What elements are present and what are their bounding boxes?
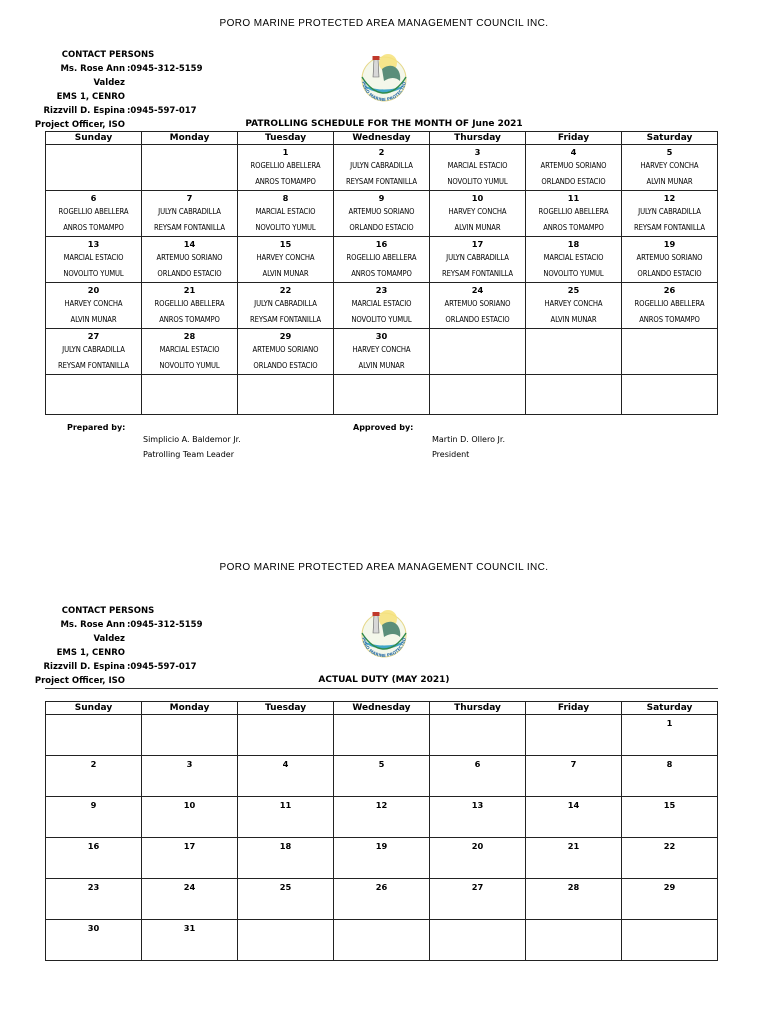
- day-number: 24: [183, 882, 196, 892]
- day-number: [622, 920, 717, 923]
- logo-text: PORO MARINE PROTECTED: [361, 80, 407, 103]
- calendar-cell: [622, 879, 718, 920]
- day-number: 27: [87, 331, 100, 341]
- calendar-cell: [334, 797, 430, 838]
- patroller-name: REYSAM FONTANILLA: [442, 269, 513, 278]
- day-number: 13: [87, 239, 100, 249]
- patroller-name: HARVEY CONCHA: [448, 207, 507, 216]
- calendar-cell: [526, 920, 622, 961]
- day-number: 3: [186, 759, 193, 769]
- day-number: 29: [279, 331, 292, 341]
- patroller-name: NOVOLITO YUMUL: [543, 269, 604, 278]
- contact-name: Ms. Rose Ann Valdez: [60, 64, 125, 88]
- patroller-name: JULYN CABRADILLA: [446, 253, 509, 262]
- day-number: 22: [663, 841, 676, 851]
- day-number: [238, 715, 333, 718]
- day-number: 2: [90, 759, 97, 769]
- calendar-cell: [46, 237, 142, 283]
- approved-by-name: Martin D. Ollero Jr.: [432, 435, 505, 444]
- day-number: 4: [570, 147, 577, 157]
- calendar-cell: [238, 797, 334, 838]
- day-number: 9: [90, 800, 97, 810]
- calendar-cell: [238, 329, 334, 375]
- calendar-cell: [142, 145, 238, 191]
- calendar-cell: [46, 920, 142, 961]
- contact-phone: :0945-312-5159: [127, 64, 203, 74]
- prepared-by-label: Prepared by:: [67, 423, 126, 432]
- day-number: 16: [375, 239, 388, 249]
- calendar-cell: [46, 283, 142, 329]
- day-number: 15: [663, 800, 676, 810]
- calendar-cell: [526, 715, 622, 756]
- patroller-name: ARTEMUO SORIANO: [348, 207, 415, 216]
- day-number: 14: [567, 800, 580, 810]
- day-header: Friday: [526, 132, 622, 145]
- calendar-week: [46, 756, 718, 797]
- patroller-name: ALVIN MUNAR: [646, 177, 693, 186]
- calendar-week: [46, 879, 718, 920]
- day-number: [142, 715, 237, 718]
- patroller-name: ARTEMUO SORIANO: [252, 345, 319, 354]
- calendar-cell: [334, 920, 430, 961]
- calendar-cell: [334, 375, 430, 415]
- day-number: 26: [663, 285, 676, 295]
- calendar-cell: [526, 191, 622, 237]
- calendar-week: [46, 920, 718, 961]
- calendar-cell: [334, 756, 430, 797]
- day-number: 25: [279, 882, 292, 892]
- calendar-cell: [526, 879, 622, 920]
- day-number: 10: [183, 800, 196, 810]
- day-number: 2: [378, 147, 385, 157]
- contact-title: EMS 1, CENRO: [56, 648, 125, 658]
- day-number: 1: [282, 147, 289, 157]
- patroller-name: HARVEY CONCHA: [544, 299, 603, 308]
- contact-title: Project Officer, ISO: [34, 676, 125, 686]
- calendar-cell: [46, 145, 142, 191]
- prepared-by-name: Simplicio A. Baldemor Jr.: [143, 435, 241, 444]
- patroller-name: JULYN CABRADILLA: [158, 207, 221, 216]
- day-number: [238, 920, 333, 923]
- patroller-name: ANROS TOMAMPO: [63, 223, 124, 232]
- patroller-name: ANROS TOMAMPO: [639, 315, 700, 324]
- patrol-schedule-table: [45, 131, 718, 415]
- patroller-name: JULYN CABRADILLA: [254, 299, 317, 308]
- org-logo: [344, 603, 422, 667]
- patroller-name: MARCIAL ESTACIO: [159, 345, 220, 354]
- calendar-week: [46, 283, 718, 329]
- patroller-name: ANROS TOMAMPO: [351, 269, 412, 278]
- calendar-cell: [142, 756, 238, 797]
- day-number: [430, 715, 525, 718]
- day-header: Monday: [142, 702, 238, 715]
- calendar-cell: [622, 145, 718, 191]
- day-number: 23: [87, 882, 100, 892]
- patroller-name: JULYN CABRADILLA: [638, 207, 701, 216]
- day-number: 29: [663, 882, 676, 892]
- calendar-cell: [622, 715, 718, 756]
- calendar-cell: [46, 329, 142, 375]
- calendar-week: [46, 145, 718, 191]
- calendar-cell: [430, 797, 526, 838]
- calendar-cell: [46, 715, 142, 756]
- patroller-name: ARTEMUO SORIANO: [444, 299, 511, 308]
- contact-title: EMS 1, CENRO: [56, 92, 125, 102]
- day-number: 5: [666, 147, 673, 157]
- day-number: 22: [279, 285, 292, 295]
- day-header: Friday: [526, 702, 622, 715]
- calendar-cell: [46, 879, 142, 920]
- org-logo: [344, 47, 422, 111]
- calendar-cell: [46, 756, 142, 797]
- calendar-cell: [334, 838, 430, 879]
- calendar-week: [46, 191, 718, 237]
- org-name: PORO MARINE PROTECTED AREA MANAGEMENT COUNCIL INC.: [219, 18, 549, 29]
- day-number: 18: [279, 841, 292, 851]
- calendar-cell: [238, 920, 334, 961]
- patroller-name: MARCIAL ESTACIO: [63, 253, 124, 262]
- patroller-name: HARVEY CONCHA: [64, 299, 123, 308]
- calendar-cell: [142, 375, 238, 415]
- calendar-cell: [238, 191, 334, 237]
- calendar-cell: [238, 145, 334, 191]
- day-number: 31: [183, 923, 196, 933]
- day-header: Saturday: [622, 132, 718, 145]
- patroller-name: ORLANDO ESTACIO: [349, 223, 414, 232]
- patroller-name: ALVIN MUNAR: [454, 223, 501, 232]
- patroller-name: ARTEMUO SORIANO: [540, 161, 607, 170]
- patroller-name: HARVEY CONCHA: [256, 253, 315, 262]
- contacts-header: CONTACT PERSONS: [61, 606, 155, 616]
- calendar-cell: [334, 145, 430, 191]
- calendar-cell: [430, 237, 526, 283]
- calendar-cell: [46, 375, 142, 415]
- calendar-cell: [334, 191, 430, 237]
- calendar-cell: [526, 329, 622, 375]
- calendar-cell: [142, 283, 238, 329]
- patroller-name: NOVOLITO YUMUL: [447, 177, 508, 186]
- calendar-cell: [142, 797, 238, 838]
- day-number: 7: [186, 193, 193, 203]
- patroller-name: ORLANDO ESTACIO: [157, 269, 222, 278]
- day-header: Wednesday: [334, 132, 430, 145]
- day-number: 28: [567, 882, 580, 892]
- patroller-name: REYSAM FONTANILLA: [58, 361, 129, 370]
- calendar-week: [46, 375, 718, 415]
- calendar-cell: [622, 797, 718, 838]
- day-header: Sunday: [46, 702, 142, 715]
- approved-by-label: Approved by:: [353, 423, 414, 432]
- patroller-name: ANROS TOMAMPO: [159, 315, 220, 324]
- day-number: 10: [471, 193, 484, 203]
- calendar-cell: [142, 838, 238, 879]
- day-number: 15: [279, 239, 292, 249]
- patroller-name: REYSAM FONTANILLA: [634, 223, 705, 232]
- calendar-cell: [238, 283, 334, 329]
- day-number: 17: [471, 239, 484, 249]
- calendar-cell: [46, 191, 142, 237]
- calendar-cell: [142, 920, 238, 961]
- day-number: [526, 715, 621, 718]
- day-number: 1: [666, 718, 673, 728]
- day-number: 8: [666, 759, 673, 769]
- day-number: 9: [378, 193, 385, 203]
- calendar-cell: [526, 283, 622, 329]
- day-number: 30: [87, 923, 100, 933]
- patroller-name: NOVOLITO YUMUL: [351, 315, 412, 324]
- patroller-name: MARCIAL ESTACIO: [351, 299, 412, 308]
- calendar-cell: [334, 879, 430, 920]
- patroller-name: REYSAM FONTANILLA: [346, 177, 417, 186]
- day-header: Wednesday: [334, 702, 430, 715]
- calendar-cell: [430, 756, 526, 797]
- patroller-name: ROGELLIO ABELLERA: [538, 207, 609, 216]
- patroller-name: ROGELLIO ABELLERA: [346, 253, 417, 262]
- calendar-cell: [142, 237, 238, 283]
- day-number: 25: [567, 285, 580, 295]
- day-header: Thursday: [430, 702, 526, 715]
- calendar-cell: [526, 756, 622, 797]
- calendar-cell: [430, 145, 526, 191]
- patroller-name: ALVIN MUNAR: [358, 361, 405, 370]
- day-number: [334, 920, 429, 923]
- patroller-name: MARCIAL ESTACIO: [447, 161, 508, 170]
- day-number: 8: [282, 193, 289, 203]
- calendar-cell: [526, 375, 622, 415]
- patroller-name: ARTEMUO SORIANO: [156, 253, 223, 262]
- calendar-cell: [142, 329, 238, 375]
- day-header: Saturday: [622, 702, 718, 715]
- patroller-name: ANROS TOMAMPO: [255, 177, 316, 186]
- calendar-week: [46, 237, 718, 283]
- patroller-name: MARCIAL ESTACIO: [255, 207, 316, 216]
- patroller-name: ALVIN MUNAR: [70, 315, 117, 324]
- day-header: Thursday: [430, 132, 526, 145]
- calendar-cell: [430, 715, 526, 756]
- patroller-name: ORLANDO ESTACIO: [445, 315, 510, 324]
- contact-name: Rizzvill D. Espina: [43, 106, 125, 116]
- day-number: 20: [471, 841, 484, 851]
- calendar-cell: [46, 797, 142, 838]
- contact-title: Project Officer, ISO: [34, 120, 125, 130]
- divider: [45, 688, 718, 689]
- day-number: 28: [183, 331, 196, 341]
- contact-phone: :0945-312-5159: [127, 620, 203, 630]
- patroller-name: MARCIAL ESTACIO: [543, 253, 604, 262]
- calendar-cell: [430, 283, 526, 329]
- day-number: 13: [471, 800, 484, 810]
- day-number: 23: [375, 285, 388, 295]
- schedule-title: PATROLLING SCHEDULE FOR THE MONTH OF June 2021: [245, 119, 523, 129]
- patroller-name: ROGELLIO ABELLERA: [58, 207, 129, 216]
- calendar-week: [46, 329, 718, 375]
- day-number: 12: [375, 800, 388, 810]
- patroller-name: ORLANDO ESTACIO: [253, 361, 318, 370]
- patroller-name: NOVOLITO YUMUL: [255, 223, 316, 232]
- day-number: 24: [471, 285, 484, 295]
- day-number: 14: [183, 239, 196, 249]
- day-number: 16: [87, 841, 100, 851]
- calendar-cell: [238, 838, 334, 879]
- day-number: [46, 715, 141, 718]
- patroller-name: HARVEY CONCHA: [640, 161, 699, 170]
- patroller-name: NOVOLITO YUMUL: [159, 361, 220, 370]
- actual-duty-title: ACTUAL DUTY (MAY 2021): [318, 675, 450, 685]
- day-number: [430, 920, 525, 923]
- day-number: 20: [87, 285, 100, 295]
- contact-name: Rizzvill D. Espina: [43, 662, 125, 672]
- patroller-name: ROGELLIO ABELLERA: [634, 299, 705, 308]
- calendar-week: [46, 797, 718, 838]
- calendar-week: [46, 838, 718, 879]
- patroller-name: HARVEY CONCHA: [352, 345, 411, 354]
- logo-text: PORO MARINE PROTECTED: [361, 636, 407, 659]
- day-number: 26: [375, 882, 388, 892]
- day-number: 11: [567, 193, 580, 203]
- calendar-cell: [622, 375, 718, 415]
- calendar-cell: [622, 329, 718, 375]
- contact-name: Ms. Rose Ann Valdez: [60, 620, 125, 644]
- calendar-cell: [238, 375, 334, 415]
- calendar-cell: [622, 756, 718, 797]
- calendar-cell: [526, 145, 622, 191]
- contacts-header: CONTACT PERSONS: [61, 50, 155, 60]
- day-number: 27: [471, 882, 484, 892]
- day-header: Tuesday: [238, 702, 334, 715]
- calendar-cell: [142, 715, 238, 756]
- calendar-cell: [622, 283, 718, 329]
- calendar-cell: [430, 375, 526, 415]
- calendar-cell: [334, 237, 430, 283]
- day-number: [526, 920, 621, 923]
- day-number: [334, 715, 429, 718]
- org-name: PORO MARINE PROTECTED AREA MANAGEMENT COUNCIL INC.: [219, 562, 549, 573]
- patroller-name: ALVIN MUNAR: [262, 269, 309, 278]
- calendar-cell: [430, 838, 526, 879]
- calendar-cell: [622, 838, 718, 879]
- contact-phone: :0945-597-017: [127, 662, 197, 672]
- day-number: 17: [183, 841, 196, 851]
- day-number: 3: [474, 147, 481, 157]
- day-header: Monday: [142, 132, 238, 145]
- patroller-name: JULYN CABRADILLA: [62, 345, 125, 354]
- day-number: 11: [279, 800, 292, 810]
- day-number: 4: [282, 759, 289, 769]
- patroller-name: NOVOLITO YUMUL: [63, 269, 124, 278]
- patroller-name: ALVIN MUNAR: [550, 315, 597, 324]
- approved-by-role: President: [432, 450, 470, 459]
- day-number: 21: [567, 841, 580, 851]
- patroller-name: JULYN CABRADILLA: [350, 161, 413, 170]
- calendar-cell: [334, 283, 430, 329]
- calendar-cell: [334, 715, 430, 756]
- actual-duty-table: [45, 701, 718, 961]
- patroller-name: REYSAM FONTANILLA: [154, 223, 225, 232]
- patroller-name: ORLANDO ESTACIO: [541, 177, 606, 186]
- day-number: 6: [90, 193, 97, 203]
- calendar-cell: [430, 191, 526, 237]
- patroller-name: ROGELLIO ABELLERA: [250, 161, 321, 170]
- prepared-by-role: Patrolling Team Leader: [143, 450, 234, 459]
- patroller-name: ANROS TOMAMPO: [543, 223, 604, 232]
- day-header: Sunday: [46, 132, 142, 145]
- day-number: 19: [375, 841, 388, 851]
- calendar-week: [46, 715, 718, 756]
- calendar-cell: [238, 715, 334, 756]
- calendar-cell: [526, 797, 622, 838]
- day-number: 5: [378, 759, 385, 769]
- day-number: 6: [474, 759, 481, 769]
- calendar-cell: [142, 191, 238, 237]
- day-number: 21: [183, 285, 196, 295]
- day-number: 12: [663, 193, 676, 203]
- calendar-cell: [238, 237, 334, 283]
- calendar-cell: [142, 879, 238, 920]
- calendar-cell: [622, 920, 718, 961]
- patroller-name: ROGELLIO ABELLERA: [154, 299, 225, 308]
- calendar-cell: [238, 756, 334, 797]
- day-header: Tuesday: [238, 132, 334, 145]
- day-number: 7: [570, 759, 577, 769]
- calendar-cell: [622, 237, 718, 283]
- day-number: 19: [663, 239, 676, 249]
- calendar-cell: [622, 191, 718, 237]
- calendar-cell: [430, 879, 526, 920]
- patroller-name: ARTEMUO SORIANO: [636, 253, 703, 262]
- patroller-name: ORLANDO ESTACIO: [637, 269, 702, 278]
- patroller-name: REYSAM FONTANILLA: [250, 315, 321, 324]
- calendar-cell: [526, 838, 622, 879]
- calendar-cell: [238, 879, 334, 920]
- calendar-cell: [430, 920, 526, 961]
- contact-phone: :0945-597-017: [127, 106, 197, 116]
- calendar-cell: [46, 838, 142, 879]
- day-number: 30: [375, 331, 388, 341]
- calendar-cell: [334, 329, 430, 375]
- calendar-cell: [526, 237, 622, 283]
- calendar-cell: [430, 329, 526, 375]
- day-number: 18: [567, 239, 580, 249]
